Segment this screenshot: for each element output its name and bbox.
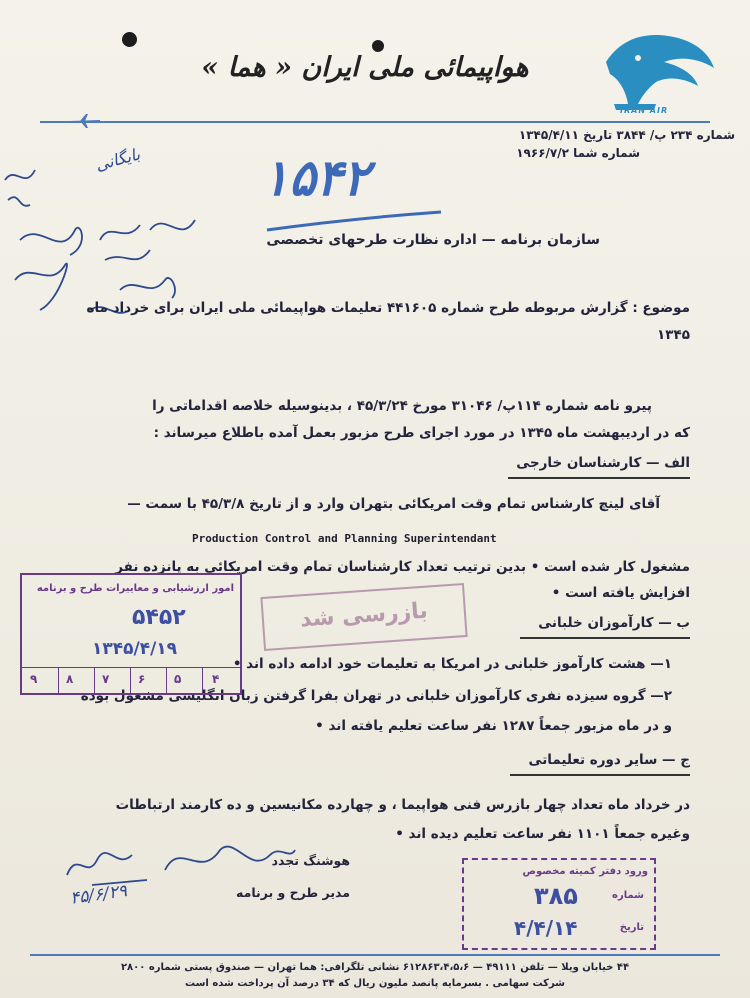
margin-note-text: بایگانی bbox=[93, 144, 142, 175]
signatory-name: هوشنگ تجدد bbox=[271, 853, 350, 868]
logo-text: IRAN AIR bbox=[620, 106, 669, 115]
footer-company: شرکت سهامی . بسرمایه پانصد ملیون ریال که ۳۴ درصد آن پرداخت شده است bbox=[184, 978, 565, 989]
receipt-date-label: تاریخ bbox=[619, 922, 644, 933]
inspected-stamp-text: بازرسی شد bbox=[299, 598, 429, 633]
body-p1-line1: پیرو نامه شماره ۱۱۴پ/ ۳۱۰۴۶ مورخ ۴۵/۳/۲۴ ، بدینوسیله خلاصه اقداماتی را bbox=[152, 398, 652, 414]
receipt-number-label: شماره bbox=[612, 890, 644, 901]
section-b-heading: ب — کارآموزان خلبانی bbox=[538, 615, 690, 631]
body-p1-line2: که در اردیبهشت ماه ۱۳۴۵ در مورد اجرای طرح مزبور بعمل آمده باطلاع میرساند : bbox=[153, 425, 690, 441]
receipt-date: ۴/۴/۱۴ bbox=[514, 916, 578, 940]
section-b-line3: و در ماه مزبور جمعاً ۱۲۸۷ نفر ساعت تعلیم یافته اند • bbox=[315, 718, 672, 734]
section-a-line1: آقای لینچ کارشناس تمام وقت امریکائی بتهران وارد و از تاریخ ۴۵/۳/۸ با سمت — bbox=[127, 496, 660, 512]
section-a-underline bbox=[508, 477, 690, 479]
grid-cell: ۹ bbox=[30, 672, 38, 686]
subject-line-2: ۱۳۴۵ bbox=[657, 327, 690, 343]
section-c-line2: وغیره جمعاً ۱۱۰۱ نفر ساعت تعلیم دیده اند • bbox=[395, 826, 690, 842]
receipt-stamp bbox=[462, 858, 656, 950]
section-b-line1: ۱— هشت کارآموز خلبانی در امریکا به تعلیمات خود ادامه داده اند • bbox=[232, 656, 672, 672]
registration-stamp bbox=[20, 573, 242, 695]
reference-date: شماره شما ۱۹۶۶/۷/۲ bbox=[516, 146, 640, 160]
registration-stamp-date: ۱۳۴۵/۴/۱۹ bbox=[92, 639, 178, 659]
handwritten-number: ۱۵۴۲ bbox=[262, 148, 370, 207]
registration-stamp-title: امور ارزشیابی و معاییرات طرح و برنامه bbox=[36, 583, 234, 594]
signatory-title: مدیر طرح و برنامه bbox=[236, 885, 350, 900]
signature-scribble bbox=[160, 830, 300, 894]
section-a-heading: الف — کارشناسان خارجی bbox=[516, 455, 690, 471]
plane-icon bbox=[70, 113, 100, 132]
recipient-line: سازمان برنامه — اداره نظارت طرحهای تخصصی bbox=[266, 232, 600, 248]
section-c-line1: در خرداد ماه تعداد چهار بازرس فنی هواپیما ، و چهارده مکانیسین و ده کارمند ارتباطات bbox=[115, 797, 690, 813]
registration-stamp-grid bbox=[22, 667, 240, 694]
section-a-line2: مشغول کار شده است • بدین ترتیب تعداد کارشناسان تمام وقت امریکائی به پانزده نفر bbox=[115, 559, 690, 575]
letterhead-rule bbox=[40, 121, 710, 123]
footer-rule bbox=[30, 954, 720, 956]
section-a-english: Production Control and Planning Superintendant bbox=[192, 532, 497, 545]
iran-air-logo bbox=[598, 22, 718, 120]
section-b-underline bbox=[520, 637, 690, 639]
section-c-underline bbox=[510, 774, 690, 776]
registration-stamp-number: ۵۴۵۲ bbox=[132, 605, 186, 630]
grid-cell: ۵ bbox=[174, 672, 182, 686]
handwritten-date: ۴۵/۶/۲۹ bbox=[68, 881, 129, 909]
inspected-stamp bbox=[260, 583, 467, 651]
grid-cell: ۸ bbox=[66, 672, 74, 686]
letterhead-title: هواپیمائی ملی ایران « هما » bbox=[201, 52, 529, 83]
section-c-heading: ج — سایر دوره تعلیماتی bbox=[528, 752, 690, 768]
section-b-line2: ۲— گروه سیزده نفری کارآموزان خلبانی در تهران بفرا گرفتن زبان انگلیسی مشغول بوده bbox=[80, 688, 672, 704]
footer-address: ۴۴ خیابان ویلا — تلفن ۴۹۱۱۱ — ۶۱۲۸۶۳،۴،۵،۶ نشانی تلگرافی: هما تهران — صندوق پستی شماره ۲۸۰۰ bbox=[120, 962, 630, 973]
section-a-line3: افزایش یافته است • bbox=[551, 585, 690, 601]
receipt-stamp-title: ورود دفتر کمیته مخصوص bbox=[522, 866, 648, 877]
punch-hole-right bbox=[372, 40, 384, 52]
grid-cell: ۶ bbox=[138, 672, 146, 686]
subject-line-1: موضوع : گزارش مربوطه طرح شماره ۴۴۱۶۰۵ تعلیمات هواپیمائی ملی ایران برای خرداد ماه bbox=[86, 300, 690, 316]
receipt-number: ۳۸۵ bbox=[534, 882, 578, 910]
reference-number: شماره ۲۳۴ پ/ ۳۸۴۴ تاریخ ۱۳۴۵/۴/۱۱ bbox=[518, 128, 735, 142]
grid-cell: ۴ bbox=[212, 672, 220, 686]
grid-cell: ۷ bbox=[102, 672, 110, 686]
punch-hole-left bbox=[122, 32, 137, 47]
